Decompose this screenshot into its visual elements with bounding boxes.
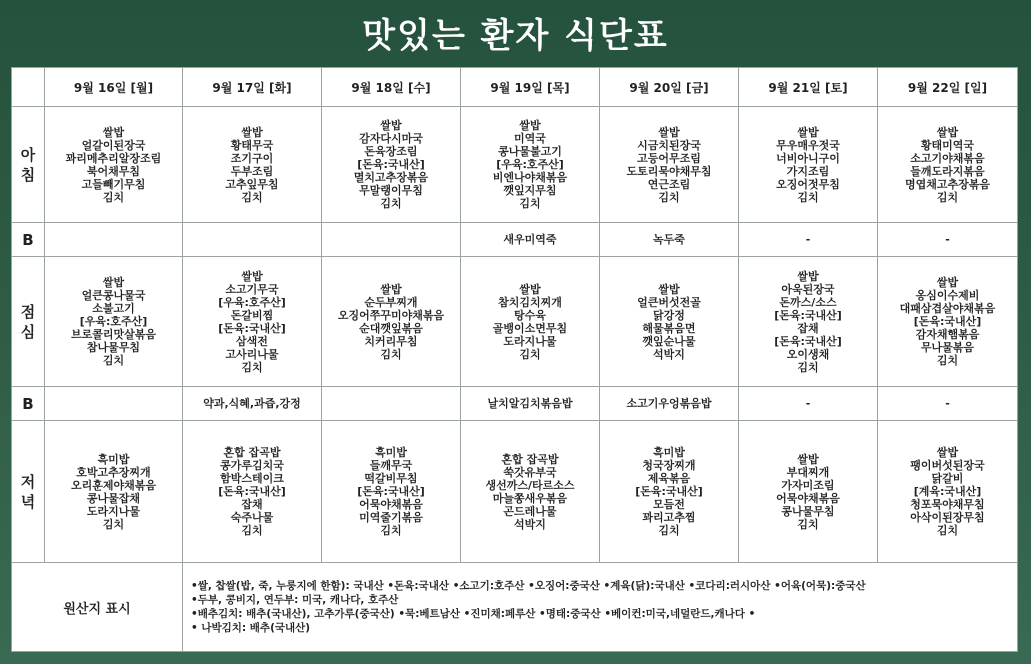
menu-item: 김치 [380,197,402,210]
menu-item: 고사리나물 [225,347,279,361]
menu-item: 삼색전 [236,334,268,348]
day-header: 9월 18일 [수] [322,68,461,107]
menu-item: 쌀밥 [936,276,959,289]
menu-item: 닭갈비 [931,472,964,485]
menu-item: 연근조림 [647,177,691,191]
menu-item: 돈까스/소스 [779,295,837,309]
menu-cell [45,421,183,563]
menu-item: 멸치고추장볶음 [353,171,429,184]
menu-item: [돈육:국내산] [774,308,842,322]
menu-item: 김치 [797,360,819,374]
menu-item: 닭강정 [653,308,685,322]
menu-item: 제육볶음 [647,472,691,485]
menu-item: 무말랭이무침 [359,184,423,197]
meal-label: B [12,223,45,257]
menu-item: 김치 [102,354,125,367]
menu-cell [600,421,739,563]
menu-item: 부대찌개 [786,465,830,479]
menu-item: 잡채 [241,498,263,511]
menu-item: 김치 [380,347,402,361]
menu-item: 깻잎지무침 [503,184,557,197]
menu-item: 도토리묵야채무침 [626,164,712,178]
menu-cell [461,387,600,421]
day-header-row [12,68,1018,107]
menu-item: 명엽채고추장볶음 [904,177,990,191]
menu-item: 너비아니구이 [776,151,840,165]
menu-item: 김치 [797,190,819,204]
menu-item: 곤드레나물 [503,504,557,518]
menu-item: 청포묵야채무침 [910,498,985,511]
menu-item: 고등어무조림 [637,151,701,165]
menu-cell [739,257,878,387]
menu-cell [600,223,739,257]
menu-item: 약과,식혜,과즙,강정 [203,397,301,410]
menu-item: 마늘쫑새우볶음 [492,491,568,505]
menu-item: 조기구이 [230,151,274,165]
menu-item: 떡갈비무침 [364,472,418,485]
menu-cell [45,223,183,257]
menu-cell [322,387,461,421]
menu-item: 무우매우젓국 [776,138,840,152]
afternoon-snack-row [12,387,1018,421]
menu-item: 쌀밥 [519,282,541,296]
day-header: 9월 16일 [월] [45,68,183,107]
day-header: 9월 19일 [목] [461,68,600,107]
menu-cell [322,223,461,257]
menu-item: 쌀밥 [380,282,402,296]
menu-item: 쑥갓유부국 [503,465,557,479]
menu-item: 쌀밥 [936,125,959,139]
menu-item: 옹심이수제비 [915,289,980,302]
menu-item: 혼합 잡곡밥 [223,446,281,459]
menu-item: 쌀밥 [658,282,680,296]
menu-item: 아욱된장국 [781,282,835,296]
menu-item: - [805,397,811,410]
menu-item: 황태미역국 [920,138,975,152]
menu-cell [183,421,322,563]
origin-row [12,563,1018,652]
menu-cell [878,107,1018,223]
menu-item: - [945,397,950,410]
menu-item: 미역국 [514,132,546,145]
menu-item: 소고기우엉볶음밥 [626,397,712,410]
menu-item: 김치 [241,524,263,537]
menu-cell [183,257,322,387]
menu-item: 새우미역죽 [503,233,557,246]
menu-item: 쌀밥 [797,269,819,283]
menu-item: 김치 [797,517,819,531]
menu-item: 미역줄기볶음 [359,511,423,524]
menu-item: 참나물무침 [86,341,141,354]
menu-item: 순두부찌개 [364,295,418,309]
menu-item: 치커리무침 [364,334,418,348]
menu-cell [878,387,1018,421]
menu-item: - [805,233,811,246]
menu-item: 쌀밥 [658,125,680,139]
menu-item: 쌀밥 [936,446,959,459]
menu-cell [600,387,739,421]
menu-item: 소불고기 [92,302,135,315]
menu-item: 대패삼겹살야채볶음 [899,302,996,315]
menu-item: 흑미밥 [375,446,407,459]
menu-item: 탕수육 [514,308,546,322]
menu-cell [45,257,183,387]
menu-item: 해물볶음면 [642,321,696,335]
menu-item: 쌀밥 [797,452,819,466]
menu-item: 돈갈비찜 [230,308,274,322]
menu-item: [우육:호주산] [79,315,148,328]
menu-item: 콩나물무침 [781,504,835,518]
menu-cell [739,387,878,421]
menu-item: 두부조림 [230,164,274,178]
menu-cell [322,257,461,387]
menu-item: 북어채무침 [86,164,141,178]
meal-label: 아 침 [12,107,45,223]
menu-cell [878,257,1018,387]
menu-item: 쌀밥 [519,119,541,132]
page-title: 맛있는 환자 식단표 [362,15,669,56]
menu-item: 들깨도라지볶음 [910,164,985,178]
menu-item: 오이생채 [786,347,830,361]
meal-label: 점 심 [12,257,45,387]
day-header: 9월 21일 [토] [739,68,878,107]
menu-item: 아삭이된장무침 [910,511,985,524]
menu-item: [돈육:국내산] [218,485,286,498]
menu-item: 숙주나물 [230,511,274,524]
menu-item: 꽈리고추찜 [642,511,696,524]
menu-cell [45,107,183,223]
menu-item: 쌀밥 [102,125,125,139]
menu-item: 오징어쭈꾸미야채볶음 [337,308,445,322]
menu-item: 모듬전 [653,498,685,511]
menu-item: 쌀밥 [241,125,263,139]
menu-item: 청국장찌개 [642,459,696,472]
origin-list [183,563,1018,652]
menu-item: 팽이버섯된장국 [910,459,985,472]
menu-item: 김치 [519,347,541,361]
menu-item: [돈육:국내산] [913,315,982,328]
menu-item: 김치 [936,190,959,204]
menu-item: 소고기야채볶음 [910,151,985,165]
menu-cell [878,223,1018,257]
dinner-row [12,421,1018,563]
menu-item: 감자채햄볶음 [915,328,980,341]
menu-item: 생선까스/타르소스 [485,478,575,492]
menu-item: 김치 [658,190,680,204]
menu-item: 쌀밥 [241,269,263,283]
menu-item: 석박지 [653,347,685,361]
menu-cell [461,107,600,223]
menu-item: 꽈리메추리알장조림 [65,151,162,165]
menu-item: [돈육:국내산] [774,334,842,348]
menu-item: 김치 [102,190,125,204]
menu-cell [600,107,739,223]
menu-item: 어묵야채볶음 [359,498,423,511]
origin-line: •배추김치: 배추(국내산), 고추가루(중국산) •묵:베트남산 •진미채:페루산 •명태:중국산 •베이컨:미국,네덜란드,캐나다 • [191,608,756,620]
menu-item: 순대깻잎볶음 [359,321,423,335]
menu-cell [183,223,322,257]
menu-item: 콩나물잡채 [86,491,141,505]
menu-item: [돈육:국내산] [357,485,425,498]
menu-item: 호박고추장찌개 [76,465,151,479]
menu-item: 비엔나야채볶음 [492,171,568,184]
menu-item: 시금치된장국 [637,138,701,152]
menu-item: 어묵야채볶음 [776,491,840,505]
menu-cell [45,387,183,421]
menu-item: 가자미조림 [781,478,835,492]
menu-item: 김치 [241,360,263,374]
menu-item: 무나물볶음 [920,341,975,354]
corner-cell [12,68,45,107]
menu-cell [322,421,461,563]
menu-item: 김치 [936,354,959,367]
menu-item: 얼큰버섯전골 [637,295,701,309]
menu-item: 함박스테이크 [220,472,284,485]
day-header: 9월 17일 [화] [183,68,322,107]
menu-item: 오리훈제야채볶음 [70,478,156,492]
meal-label: B [12,387,45,421]
menu-item: 고들빼기무침 [81,177,146,191]
menu-cell [739,421,878,563]
day-header: 9월 22일 [일] [878,68,1018,107]
menu-cell [600,257,739,387]
menu-cell [461,223,600,257]
breakfast-row [12,107,1018,223]
menu-item: 흑미밥 [97,452,130,466]
menu-item: 김치 [241,190,263,204]
menu-item: 도라지나물 [86,504,141,518]
menu-item: 녹두죽 [653,233,685,246]
menu-item: 김치 [380,524,402,537]
menu-item: 소고기무국 [225,282,279,296]
menu-item: 고추잎무침 [225,177,279,191]
menu-cell [322,107,461,223]
menu-item: 잡채 [797,321,819,335]
day-header: 9월 20일 [금] [600,68,739,107]
menu-cell [461,421,600,563]
menu-item: 흑미밥 [653,446,685,459]
menu-item: [계육:국내산] [913,485,982,498]
lunch-row [12,257,1018,387]
menu-cell [183,107,322,223]
morning-snack-row [12,223,1018,257]
menu-item: 들깨무국 [369,459,413,472]
origin-label: 원산지 표시 [12,563,183,652]
menu-item: 쌀밥 [797,125,819,139]
menu-item: 감자다시마국 [359,132,423,145]
menu-cell [461,257,600,387]
menu-item: 오징어젓무침 [776,177,840,191]
menu-item: 돈육장조림 [364,145,418,158]
menu-cell [739,223,878,257]
menu-item: 콩가루김치국 [220,459,284,472]
menu-item: 브로콜리맛살볶음 [70,328,156,341]
menu-item: 콩나물불고기 [498,145,562,158]
menu-item: 도라지나물 [503,334,557,348]
menu-item: 김치 [658,524,680,537]
menu-item: 깻잎순나물 [642,334,696,348]
menu-item: [돈육:국내산] [357,158,425,171]
origin-line: •두부, 콩비지, 연두부: 미국, 캐나다, 호주산 [191,594,399,606]
menu-item: 혼합 잡곡밥 [501,452,559,466]
menu-item: [우육:호주산] [496,158,564,171]
menu-item: 얼큰콩나물국 [81,289,146,302]
menu-item: 참치김치찌개 [498,295,562,309]
menu-item: 쌀밥 [380,119,402,132]
menu-item: 골뱅이소면무침 [492,321,568,335]
meal-label: 저 녁 [12,421,45,563]
menu-item: [돈육:국내산] [635,485,703,498]
menu-item: 얼갈이된장국 [81,138,146,152]
origin-line: •쌀, 찹쌀(밥, 죽, 누룽지에 한함): 국내산 •돈육:국내산 •소고기:호주산 •오징어:중국산 •계육(닭):국내산 •코다리:러시아산 •어육(어묵):중국산 [191,580,866,592]
menu-item: 쌀밥 [102,276,125,289]
origin-line: • 나박김치: 배추(국내산) [191,622,311,634]
menu-item: [돈육:국내산] [218,321,286,335]
menu-cell [878,421,1018,563]
menu-item: 황태무국 [230,138,274,152]
menu-cell [739,107,878,223]
menu-item: 가지조림 [786,164,830,178]
menu-item: - [945,233,950,246]
menu-item: 김치 [519,197,541,210]
menu-item: 석박지 [514,517,546,531]
menu-cell [183,387,322,421]
menu-item: 김치 [102,517,125,531]
meal-table [11,67,1018,652]
menu-item: 김치 [936,524,959,537]
menu-item: 날치알김치볶음밥 [487,397,573,410]
menu-item: [우육:호주산] [218,295,286,309]
